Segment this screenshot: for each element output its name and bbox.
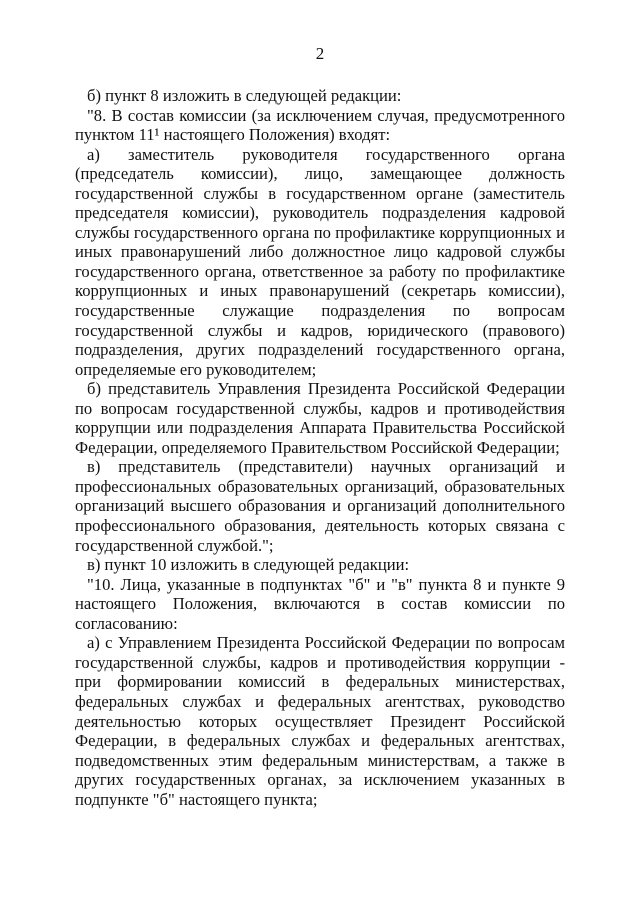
- paragraph-item-8-v: в) представитель (представители) научных организаций и профессиональных образовательных организаций, образовательных организаций высшего образования и организаций дополнительного профессионального образования, деятельность которых связана с государственной службой.";: [75, 457, 565, 555]
- paragraph-amend-item-8: б) пункт 8 изложить в следующей редакции:: [87, 86, 402, 105]
- paragraph-amend-item-10: в) пункт 10 изложить в следующей редакции:: [87, 555, 410, 575]
- paragraph-item-10-intro: "10. Лица, указанные в подпунктах "б" и "в" пункта 8 и пункте 9 настоящего Положения, включаются в состав комиссии по согласованию:: [75, 574, 565, 633]
- paragraph-item-8-a: а) заместитель руководителя государственного органа (председатель комиссии), лицо, замещающее должность государственной службы в государственном органе (заместитель председателя комиссии), руководитель подразделения кадровой службы государственного органа по профилактике коррупционных и иных правонарушений либо должностное лицо кадровой службы государственного органа, ответственное за работу по профилактике коррупционных и иных правонарушений (секретарь комиссии), государственные служащие подразделения по вопросам государственной службы и кадров, юридического (правового) подразделения, других подразделений государственного органа, определяемые его руководителем;: [75, 144, 565, 379]
- paragraph-item-8-intro: "8. В состав комиссии (за исключением случая, предусмотренного пунктом 11¹ настоящего Положения) входят:: [75, 105, 565, 145]
- page-number: 2: [315, 44, 325, 63]
- document-body: [75, 86, 565, 809]
- paragraph-item-10-a: а) с Управлением Президента Российской Федерации по вопросам государственной службы, кадров и противодействия коррупции - при формировании комиссий в федеральных министерствах, федеральных службах и федеральных агентствах, руководство деятельностью которых осуществляет Президент Российской Федерации, в федеральных службах и федеральных агентствах, подведомственных этим федеральным министерствам, а также в других государственных органах, за исключением указанных в подпункте "б" настоящего пункта;: [75, 633, 565, 809]
- paragraph-item-8-b: б) представитель Управления Президента Российской Федерации по вопросам государственной службы, кадров и противодействия коррупции или подразделения Аппарата Правительства Российской Федерации, определяемого Правительством Российской Федерации;: [75, 379, 565, 457]
